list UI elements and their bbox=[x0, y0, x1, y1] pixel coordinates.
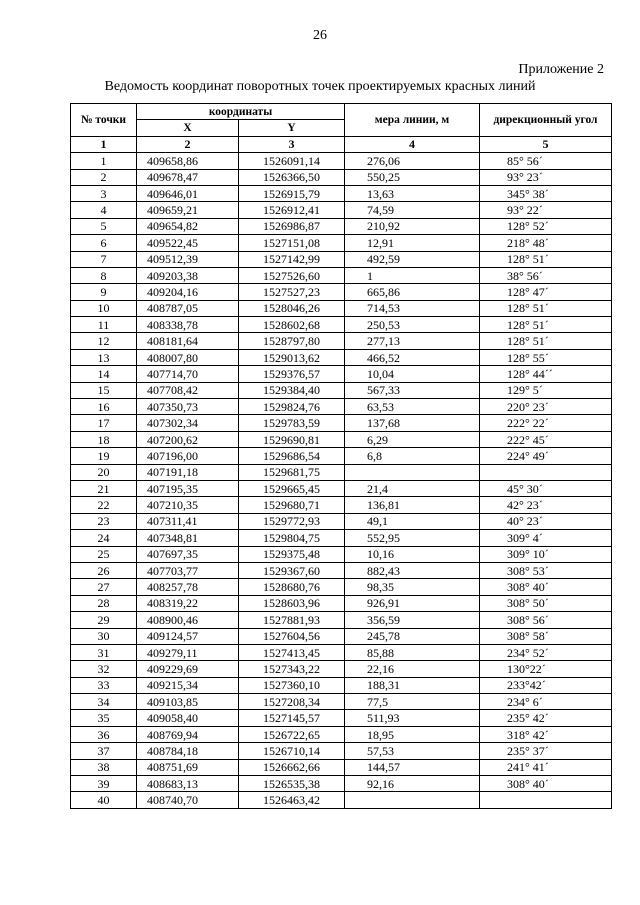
y-coordinate-cell: 1526366,50 bbox=[239, 169, 345, 185]
column-number: 2 bbox=[137, 136, 239, 152]
x-coordinate-cell: 409229,69 bbox=[137, 661, 239, 677]
table-body bbox=[71, 153, 612, 809]
table-row bbox=[71, 366, 612, 382]
direction-angle-cell: 318° 42´ bbox=[480, 726, 612, 742]
point-number-cell: 7 bbox=[71, 251, 137, 267]
x-coordinate-cell: 409279,11 bbox=[137, 644, 239, 660]
table-row bbox=[71, 530, 612, 546]
table-row bbox=[71, 792, 612, 808]
y-coordinate-cell: 1527145,57 bbox=[239, 710, 345, 726]
y-coordinate-cell: 1528603,96 bbox=[239, 595, 345, 611]
line-length-cell: 552,95 bbox=[345, 530, 480, 546]
y-coordinate-cell: 1526986,87 bbox=[239, 218, 345, 234]
direction-angle-cell: 45° 30´ bbox=[480, 480, 612, 496]
y-coordinate-cell: 1529681,75 bbox=[239, 464, 345, 480]
direction-angle-cell: 128° 44´´ bbox=[480, 366, 612, 382]
table-row bbox=[71, 333, 612, 349]
y-coordinate-cell: 1529690,81 bbox=[239, 431, 345, 447]
y-coordinate-cell: 1528602,68 bbox=[239, 317, 345, 333]
table-row bbox=[71, 349, 612, 365]
y-coordinate-cell: 1527151,08 bbox=[239, 235, 345, 251]
y-coordinate-cell: 1529680,71 bbox=[239, 497, 345, 513]
y-coordinate-cell: 1527527,23 bbox=[239, 284, 345, 300]
x-coordinate-cell: 407210,35 bbox=[137, 497, 239, 513]
x-coordinate-cell: 407311,41 bbox=[137, 513, 239, 529]
x-coordinate-cell: 409512,39 bbox=[137, 251, 239, 267]
point-number-cell: 21 bbox=[71, 480, 137, 496]
x-coordinate-cell: 407302,34 bbox=[137, 415, 239, 431]
table-row bbox=[71, 612, 612, 628]
y-coordinate-cell: 1526662,66 bbox=[239, 759, 345, 775]
header-point-no: № точки bbox=[71, 104, 137, 137]
table-row bbox=[71, 579, 612, 595]
point-number-cell: 27 bbox=[71, 579, 137, 595]
line-length-cell: 277,13 bbox=[345, 333, 480, 349]
table-row bbox=[71, 251, 612, 267]
direction-angle-cell: 93° 22´ bbox=[480, 202, 612, 218]
direction-angle-cell: 222° 22´ bbox=[480, 415, 612, 431]
table-row bbox=[71, 628, 612, 644]
table-row bbox=[71, 267, 612, 283]
line-length-cell: 276,06 bbox=[345, 153, 480, 169]
table-row bbox=[71, 644, 612, 660]
table-row bbox=[71, 300, 612, 316]
point-number-cell: 14 bbox=[71, 366, 137, 382]
y-coordinate-cell: 1526535,38 bbox=[239, 776, 345, 792]
table-row bbox=[71, 153, 612, 169]
table-row bbox=[71, 595, 612, 611]
direction-angle-cell: 128° 52´ bbox=[480, 218, 612, 234]
direction-angle-cell: 345° 38´ bbox=[480, 185, 612, 201]
column-number-row bbox=[71, 136, 612, 152]
direction-angle-cell: 308° 40´ bbox=[480, 776, 612, 792]
table-row bbox=[71, 169, 612, 185]
point-number-cell: 26 bbox=[71, 562, 137, 578]
point-number-cell: 34 bbox=[71, 694, 137, 710]
point-number-cell: 32 bbox=[71, 661, 137, 677]
document-title: Ведомость координат поворотных точек проектируемых красных линий bbox=[104, 79, 536, 94]
x-coordinate-cell: 407200,62 bbox=[137, 431, 239, 447]
point-number-cell: 10 bbox=[71, 300, 137, 316]
direction-angle-cell: 308° 53´ bbox=[480, 562, 612, 578]
table-row bbox=[71, 677, 612, 693]
table-row bbox=[71, 480, 612, 496]
x-coordinate-cell: 408769,94 bbox=[137, 726, 239, 742]
line-length-cell: 245,78 bbox=[345, 628, 480, 644]
direction-angle-cell: 128° 55´ bbox=[480, 349, 612, 365]
direction-angle-cell: 85° 56´ bbox=[480, 153, 612, 169]
point-number-cell: 40 bbox=[71, 792, 137, 808]
y-coordinate-cell: 1529804,75 bbox=[239, 530, 345, 546]
header-x: X bbox=[137, 120, 239, 136]
point-number-cell: 36 bbox=[71, 726, 137, 742]
y-coordinate-cell: 1527526,60 bbox=[239, 267, 345, 283]
x-coordinate-cell: 409659,21 bbox=[137, 202, 239, 218]
header-row-top bbox=[71, 104, 612, 120]
y-coordinate-cell: 1528046,26 bbox=[239, 300, 345, 316]
line-length-cell: 137,68 bbox=[345, 415, 480, 431]
y-coordinate-cell: 1526710,14 bbox=[239, 743, 345, 759]
y-coordinate-cell: 1526915,79 bbox=[239, 185, 345, 201]
table-row bbox=[71, 448, 612, 464]
line-length-cell: 18,95 bbox=[345, 726, 480, 742]
y-coordinate-cell: 1526912,41 bbox=[239, 202, 345, 218]
x-coordinate-cell: 408787,05 bbox=[137, 300, 239, 316]
x-coordinate-cell: 409658,86 bbox=[137, 153, 239, 169]
table-row bbox=[71, 497, 612, 513]
table-row bbox=[71, 431, 612, 447]
point-number-cell: 2 bbox=[71, 169, 137, 185]
point-number-cell: 5 bbox=[71, 218, 137, 234]
table-row bbox=[71, 661, 612, 677]
y-coordinate-cell: 1527360,10 bbox=[239, 677, 345, 693]
line-length-cell: 250,53 bbox=[345, 317, 480, 333]
x-coordinate-cell: 407708,42 bbox=[137, 382, 239, 398]
header-direction-angle: дирекционный угол bbox=[480, 104, 612, 137]
table-row bbox=[71, 235, 612, 251]
direction-angle-cell bbox=[480, 792, 612, 808]
table-row bbox=[71, 202, 612, 218]
point-number-cell: 18 bbox=[71, 431, 137, 447]
line-length-cell: 6,29 bbox=[345, 431, 480, 447]
appendix-label: Приложение 2 bbox=[518, 62, 604, 77]
table-row bbox=[71, 284, 612, 300]
table-row bbox=[71, 759, 612, 775]
y-coordinate-cell: 1527343,22 bbox=[239, 661, 345, 677]
line-length-cell: 1 bbox=[345, 267, 480, 283]
line-length-cell: 144,57 bbox=[345, 759, 480, 775]
table-row bbox=[71, 317, 612, 333]
point-number-cell: 11 bbox=[71, 317, 137, 333]
point-number-cell: 17 bbox=[71, 415, 137, 431]
point-number-cell: 30 bbox=[71, 628, 137, 644]
y-coordinate-cell: 1527142,99 bbox=[239, 251, 345, 267]
direction-angle-cell: 308° 56´ bbox=[480, 612, 612, 628]
y-coordinate-cell: 1529367,60 bbox=[239, 562, 345, 578]
table-row bbox=[71, 382, 612, 398]
line-length-cell: 63,53 bbox=[345, 399, 480, 415]
column-number: 1 bbox=[71, 136, 137, 152]
point-number-cell: 33 bbox=[71, 677, 137, 693]
point-number-cell: 24 bbox=[71, 530, 137, 546]
table-row bbox=[71, 710, 612, 726]
line-length-cell: 21,4 bbox=[345, 480, 480, 496]
line-length-cell: 136,81 bbox=[345, 497, 480, 513]
direction-angle-cell: 241° 41´ bbox=[480, 759, 612, 775]
line-length-cell: 356,59 bbox=[345, 612, 480, 628]
direction-angle-cell: 309° 10´ bbox=[480, 546, 612, 562]
direction-angle-cell: 128° 51´ bbox=[480, 317, 612, 333]
point-number-cell: 13 bbox=[71, 349, 137, 365]
x-coordinate-cell: 408683,13 bbox=[137, 776, 239, 792]
table-row bbox=[71, 218, 612, 234]
y-coordinate-cell: 1527208,34 bbox=[239, 694, 345, 710]
line-length-cell: 567,33 bbox=[345, 382, 480, 398]
y-coordinate-cell: 1529013,62 bbox=[239, 349, 345, 365]
y-coordinate-cell: 1527413,45 bbox=[239, 644, 345, 660]
column-number: 3 bbox=[239, 136, 345, 152]
table-row bbox=[71, 415, 612, 431]
point-number-cell: 39 bbox=[71, 776, 137, 792]
line-length-cell: 49,1 bbox=[345, 513, 480, 529]
header-coordinates: координаты bbox=[137, 104, 345, 120]
point-number-cell: 1 bbox=[71, 153, 137, 169]
coordinates-table bbox=[70, 103, 612, 809]
x-coordinate-cell: 408784,18 bbox=[137, 743, 239, 759]
direction-angle-cell: 234° 6´ bbox=[480, 694, 612, 710]
point-number-cell: 15 bbox=[71, 382, 137, 398]
line-length-cell: 12,91 bbox=[345, 235, 480, 251]
x-coordinate-cell: 408257,78 bbox=[137, 579, 239, 595]
line-length-cell: 714,53 bbox=[345, 300, 480, 316]
x-coordinate-cell: 408900,46 bbox=[137, 612, 239, 628]
direction-angle-cell: 308° 40´ bbox=[480, 579, 612, 595]
point-number-cell: 9 bbox=[71, 284, 137, 300]
y-coordinate-cell: 1527881,93 bbox=[239, 612, 345, 628]
y-coordinate-cell: 1529665,45 bbox=[239, 480, 345, 496]
point-number-cell: 31 bbox=[71, 644, 137, 660]
direction-angle-cell: 128° 51´ bbox=[480, 251, 612, 267]
direction-angle-cell: 235° 37´ bbox=[480, 743, 612, 759]
line-length-cell: 210,92 bbox=[345, 218, 480, 234]
line-length-cell: 77,5 bbox=[345, 694, 480, 710]
x-coordinate-cell: 409124,57 bbox=[137, 628, 239, 644]
direction-angle-cell: 220° 23´ bbox=[480, 399, 612, 415]
direction-angle-cell bbox=[480, 464, 612, 480]
point-number-cell: 38 bbox=[71, 759, 137, 775]
column-number: 5 bbox=[480, 136, 612, 152]
page-number: 26 bbox=[313, 28, 327, 43]
line-length-cell: 882,43 bbox=[345, 562, 480, 578]
line-length-cell: 926,91 bbox=[345, 595, 480, 611]
point-number-cell: 3 bbox=[71, 185, 137, 201]
point-number-cell: 4 bbox=[71, 202, 137, 218]
table-row bbox=[71, 513, 612, 529]
point-number-cell: 8 bbox=[71, 267, 137, 283]
direction-angle-cell: 234° 52´ bbox=[480, 644, 612, 660]
y-coordinate-cell: 1529783,59 bbox=[239, 415, 345, 431]
column-number: 4 bbox=[345, 136, 480, 152]
line-length-cell bbox=[345, 792, 480, 808]
x-coordinate-cell: 409058,40 bbox=[137, 710, 239, 726]
x-coordinate-cell: 407714,70 bbox=[137, 366, 239, 382]
header-y: Y bbox=[239, 120, 345, 136]
point-number-cell: 29 bbox=[71, 612, 137, 628]
point-number-cell: 23 bbox=[71, 513, 137, 529]
line-length-cell: 665,86 bbox=[345, 284, 480, 300]
x-coordinate-cell: 407348,81 bbox=[137, 530, 239, 546]
point-number-cell: 25 bbox=[71, 546, 137, 562]
y-coordinate-cell: 1526463,42 bbox=[239, 792, 345, 808]
direction-angle-cell: 233°42´ bbox=[480, 677, 612, 693]
direction-angle-cell: 224° 49´ bbox=[480, 448, 612, 464]
x-coordinate-cell: 407350,73 bbox=[137, 399, 239, 415]
line-length-cell: 98,35 bbox=[345, 579, 480, 595]
direction-angle-cell: 235° 42´ bbox=[480, 710, 612, 726]
table-row bbox=[71, 562, 612, 578]
line-length-cell bbox=[345, 464, 480, 480]
table-row bbox=[71, 726, 612, 742]
line-length-cell: 550,25 bbox=[345, 169, 480, 185]
line-length-cell: 85,88 bbox=[345, 644, 480, 660]
line-length-cell: 10,04 bbox=[345, 366, 480, 382]
direction-angle-cell: 309° 4´ bbox=[480, 530, 612, 546]
y-coordinate-cell: 1529824,76 bbox=[239, 399, 345, 415]
point-number-cell: 12 bbox=[71, 333, 137, 349]
y-coordinate-cell: 1529686,54 bbox=[239, 448, 345, 464]
line-length-cell: 74,59 bbox=[345, 202, 480, 218]
point-number-cell: 6 bbox=[71, 235, 137, 251]
direction-angle-cell: 130°22´ bbox=[480, 661, 612, 677]
y-coordinate-cell: 1526091,14 bbox=[239, 153, 345, 169]
point-number-cell: 19 bbox=[71, 448, 137, 464]
point-number-cell: 28 bbox=[71, 595, 137, 611]
table-row bbox=[71, 546, 612, 562]
table-row bbox=[71, 185, 612, 201]
x-coordinate-cell: 407697,35 bbox=[137, 546, 239, 562]
x-coordinate-cell: 407195,35 bbox=[137, 480, 239, 496]
x-coordinate-cell: 409678,47 bbox=[137, 169, 239, 185]
x-coordinate-cell: 408338,78 bbox=[137, 317, 239, 333]
x-coordinate-cell: 407703,77 bbox=[137, 562, 239, 578]
header-line-length: мера линии, м bbox=[345, 104, 480, 137]
y-coordinate-cell: 1527604,56 bbox=[239, 628, 345, 644]
table-row bbox=[71, 776, 612, 792]
line-length-cell: 57,53 bbox=[345, 743, 480, 759]
direction-angle-cell: 42° 23´ bbox=[480, 497, 612, 513]
y-coordinate-cell: 1529376,57 bbox=[239, 366, 345, 382]
x-coordinate-cell: 408740,70 bbox=[137, 792, 239, 808]
point-number-cell: 20 bbox=[71, 464, 137, 480]
line-length-cell: 92,16 bbox=[345, 776, 480, 792]
x-coordinate-cell: 409103,85 bbox=[137, 694, 239, 710]
direction-angle-cell: 128° 51´ bbox=[480, 333, 612, 349]
x-coordinate-cell: 408751,69 bbox=[137, 759, 239, 775]
direction-angle-cell: 222° 45´ bbox=[480, 431, 612, 447]
line-length-cell: 6,8 bbox=[345, 448, 480, 464]
x-coordinate-cell: 409215,34 bbox=[137, 677, 239, 693]
direction-angle-cell: 38° 56´ bbox=[480, 267, 612, 283]
line-length-cell: 22,16 bbox=[345, 661, 480, 677]
line-length-cell: 188,31 bbox=[345, 677, 480, 693]
y-coordinate-cell: 1529375,48 bbox=[239, 546, 345, 562]
direction-angle-cell: 40° 23´ bbox=[480, 513, 612, 529]
line-length-cell: 466,52 bbox=[345, 349, 480, 365]
line-length-cell: 10,16 bbox=[345, 546, 480, 562]
x-coordinate-cell: 409654,82 bbox=[137, 218, 239, 234]
direction-angle-cell: 128° 51´ bbox=[480, 300, 612, 316]
table-row bbox=[71, 399, 612, 415]
x-coordinate-cell: 408319,22 bbox=[137, 595, 239, 611]
y-coordinate-cell: 1529772,93 bbox=[239, 513, 345, 529]
y-coordinate-cell: 1526722,65 bbox=[239, 726, 345, 742]
point-number-cell: 37 bbox=[71, 743, 137, 759]
direction-angle-cell: 308° 50´ bbox=[480, 595, 612, 611]
x-coordinate-cell: 408181,64 bbox=[137, 333, 239, 349]
table-row bbox=[71, 694, 612, 710]
x-coordinate-cell: 407191,18 bbox=[137, 464, 239, 480]
direction-angle-cell: 93° 23´ bbox=[480, 169, 612, 185]
point-number-cell: 16 bbox=[71, 399, 137, 415]
x-coordinate-cell: 409203,38 bbox=[137, 267, 239, 283]
x-coordinate-cell: 407196,00 bbox=[137, 448, 239, 464]
table-row bbox=[71, 743, 612, 759]
table-row bbox=[71, 464, 612, 480]
x-coordinate-cell: 408007,80 bbox=[137, 349, 239, 365]
line-length-cell: 13,63 bbox=[345, 185, 480, 201]
y-coordinate-cell: 1528797,80 bbox=[239, 333, 345, 349]
x-coordinate-cell: 409204,16 bbox=[137, 284, 239, 300]
direction-angle-cell: 218° 48´ bbox=[480, 235, 612, 251]
line-length-cell: 492,59 bbox=[345, 251, 480, 267]
point-number-cell: 35 bbox=[71, 710, 137, 726]
x-coordinate-cell: 409646,01 bbox=[137, 185, 239, 201]
direction-angle-cell: 128° 47´ bbox=[480, 284, 612, 300]
y-coordinate-cell: 1529384,40 bbox=[239, 382, 345, 398]
y-coordinate-cell: 1528680,76 bbox=[239, 579, 345, 595]
direction-angle-cell: 129° 5´ bbox=[480, 382, 612, 398]
direction-angle-cell: 308° 58´ bbox=[480, 628, 612, 644]
x-coordinate-cell: 409522,45 bbox=[137, 235, 239, 251]
line-length-cell: 511,93 bbox=[345, 710, 480, 726]
point-number-cell: 22 bbox=[71, 497, 137, 513]
